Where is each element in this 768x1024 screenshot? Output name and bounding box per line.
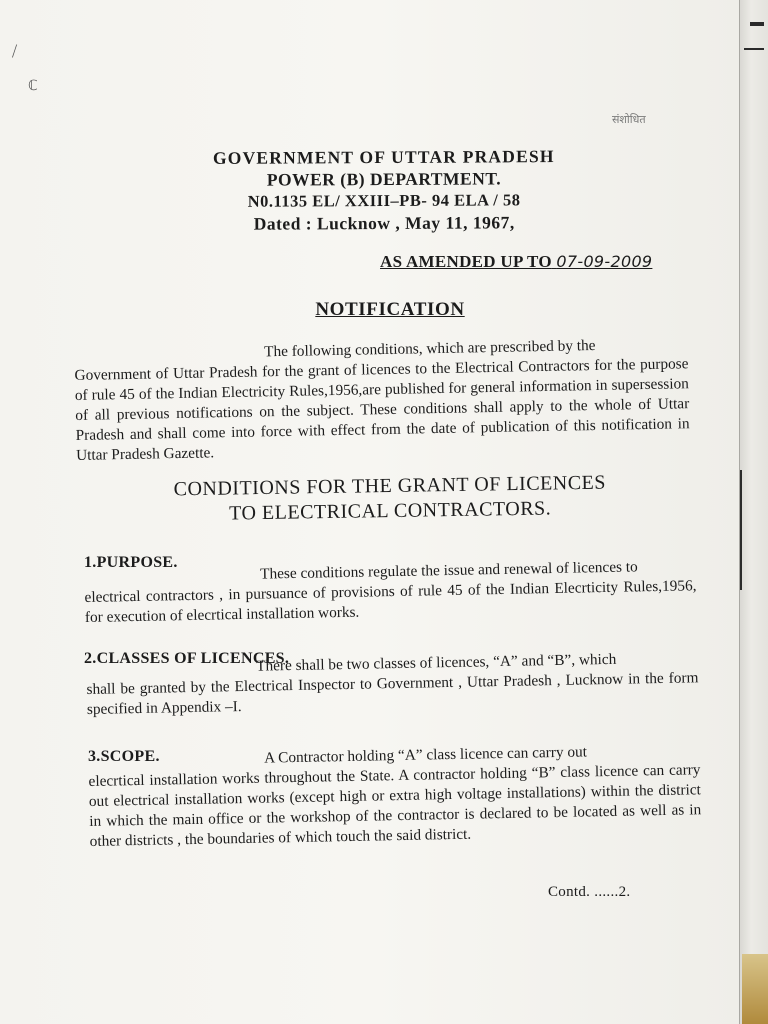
header-reference-number: N0.1135 EL/ XXIII–PB- 94 ELA / 58: [247, 190, 521, 211]
section-body-scope: [88, 740, 702, 852]
amended-label: AS AMENDED UP TO: [380, 252, 552, 271]
pen-mark: ℂ: [28, 78, 38, 94]
adjacent-page-edge: [739, 0, 768, 1024]
section-heading-classes: 2.CLASSES OF LICENCES.: [84, 650, 290, 667]
intro-body: Government of Uttar Pradesh for the grant of licences to the Electrical Contractors for the purpose of rule 45 of the Indian Electricity Rules,1956,are published for general information in supersession of all previous notifications on the subject. These conditions shall apply to the whole of Uttar Pradesh and shall come into force with effect from the date of publication of this notification in Uttar Pradesh Gazette.: [74, 355, 690, 464]
continued-note: Contd. ......2.: [548, 884, 631, 900]
section-body-purpose: [84, 556, 697, 628]
purpose-first-line: These conditions regulate the issue and renewal of licences to: [259, 558, 638, 583]
classes-first-line: There shall be two classes of licences, “A” and “B”, which: [255, 650, 617, 675]
section-heading-scope: 3.SCOPE.: [88, 748, 160, 765]
edge-mark: [750, 22, 764, 26]
section-body-classes: [86, 648, 699, 720]
header-date: Dated : Lucknow , May 11, 1967,: [253, 212, 515, 234]
conditions-title-line1: CONDITIONS FOR THE GRANT OF LICENCES: [173, 471, 607, 501]
notification-title: NOTIFICATION: [315, 299, 465, 320]
corner-stain: [742, 954, 768, 1024]
hindi-stamp: संशोधित: [612, 113, 646, 126]
header-government: GOVERNMENT OF UTTAR PRADESH: [212, 146, 555, 168]
conditions-title-line2: TO ELECTRICAL CONTRACTORS.: [228, 497, 552, 525]
document-header: [0, 144, 768, 236]
section-heading-purpose: 1.PURPOSE.: [84, 554, 178, 571]
scope-body: elecrtical installation works throughout the State. A contractor holding “B” class licence can carry out electrical installation works (except high or extra high voltage installations) within the district in which the main office or the workshop of the contractor is declared to be located as well as in other districts , the boundaries of which touch the said district.: [88, 761, 702, 850]
amended-handwritten-date: 07-09-2009: [556, 252, 653, 271]
pen-mark: ⟋: [7, 42, 23, 62]
amended-note: [380, 252, 652, 272]
scope-first-line: A Contractor holding “A” class licence can carry out: [263, 743, 588, 767]
intro-paragraph: [74, 334, 690, 466]
purpose-body: electrical contractors , in pursuance of provisions of rule 45 of the Indian Elecrticity Rules,1956, for execution of elecrtical installation works.: [84, 577, 697, 626]
intro-first-line: The following conditions, which are prescribed by the: [263, 336, 596, 361]
edge-mark: [740, 470, 742, 590]
edge-mark: [744, 48, 764, 50]
conditions-title: [0, 468, 768, 530]
classes-body: shall be granted by the Electrical Inspector to Government , Uttar Pradesh , Lucknow in the form specified in Appendix –I.: [86, 669, 699, 718]
header-department: POWER (B) DEPARTMENT.: [266, 168, 502, 190]
